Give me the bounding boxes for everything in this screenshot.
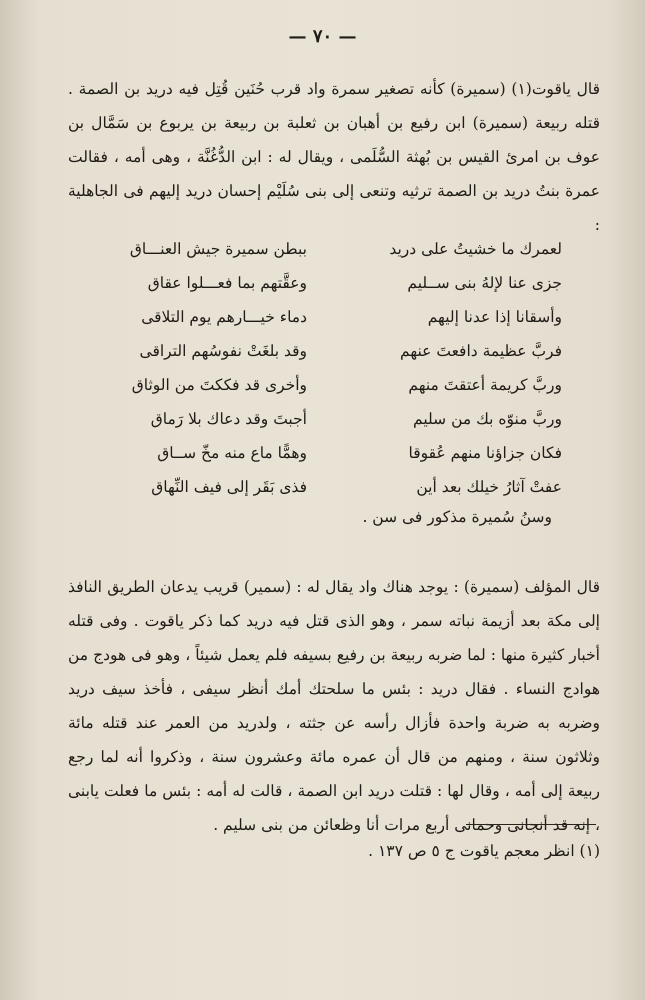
verse-second-hemistich: وعقَّتهم بما فعـــلوا عقاق: [147, 274, 307, 292]
verse-line: [82, 232, 562, 266]
verse-line: [82, 470, 562, 504]
paragraph-2: قال المؤلف (سميرة) : يوجد هناك واد يقال له : (سمير) قريب يدعان الطريق النافذ إلى مكة بعد أزيمة نباته سمر ، وهو الذى قتل فيه دريد كما ذكر ياقوت . وفى قتله أخبار كثيرة منها : لما ضربه ربيعة بن رفيع بسيفه فلم يعمل شيئاً ، وهو فى هودج من هوادج النساء . فقال دريد : بئس ما سلحتك أمك أنظر سيفى ، فأخذ سيف دريد وضربه به ضربة واحدة فأزال رأسه عن جثته ، ولدريد من العمر عند قتله مائة وثلاثون سنة ، ومنهم من قال أن عمره مائة وعشرون سنة ، وذكروا أنه لما رجع ربيعة إلى أمه ، وقال لها : قتلت دريد ابن الصمة ، قالت له أمه : بئس ما فعلت يابنى ، إنه قد أنجانى وحمانى أربع مرات أنا وظعائن من بنى سليم .: [68, 578, 600, 834]
closing-line: وسنُ سُميرة مذكور فى سن .: [362, 508, 552, 526]
verse-line: [82, 402, 562, 436]
verse-line: [82, 368, 562, 402]
page-number: — ٧٠ —: [288, 26, 357, 47]
verse-first-hemistich: عفتْ آثارُ خيلك بعد أين: [416, 478, 562, 496]
verse-second-hemistich: وقد بلغَتْ نفوسُهم التراقى: [139, 342, 307, 360]
verse-second-hemistich: أجبتَ وقد دعاك بلا رَماق: [150, 410, 307, 428]
footnote: (١) انظر معجم ياقوت ج ٥ ص ١٣٧ .: [368, 842, 600, 860]
footnote-divider: [466, 824, 596, 825]
paragraph-1: قال ياقوت(١) (سميرة) كأنه تصغير سمرة واد قرب حُنَين قُتِل فيه دريد بن الصمة . قتله ربيعة (سميرة) ابن رفيع بن أهبان بن ثعلبة بن ربيعة بن يربوع بن سَمَّال بن عوف بن امرئ القيس بن بُهثة السُّلَمى ، ويقال له : ابن الدُّغُنَّة ، وهى أمه ، فقالت عمرة بنتُ دريد بن الصمة ترثيه وتنعى إلى بنى سُلَيْم إحسان دريد إليهم فى الجاهلية :: [68, 80, 601, 234]
verse-line: [82, 266, 562, 300]
verse-line: [82, 436, 562, 470]
verse-first-hemistich: فكان جزاؤنا منهم عُقوقا: [408, 444, 562, 462]
verse-second-hemistich: وهمًّا ماع منه مخّ ســاق: [157, 444, 307, 462]
verse-first-hemistich: وربَّ كريمة أعتقتَ منهم: [408, 376, 562, 394]
poem-verses: [82, 232, 562, 504]
verse-line: [82, 300, 562, 334]
verse-first-hemistich: فربَّ عظيمة دافعتَ عنهم: [400, 342, 562, 360]
verse-second-hemistich: ببطن سميرة جيش العنـــاق: [129, 240, 307, 258]
verse-first-hemistich: وربَّ منوّه بك من سليم: [413, 410, 562, 428]
verse-first-hemistich: جزى عنا لإلهُ بنى ســليم: [407, 274, 562, 292]
verse-second-hemistich: فذى بَقَر إلى فيف النِّهاق: [151, 478, 307, 496]
verse-first-hemistich: لعمرك ما خشيتُ على دريد: [389, 240, 562, 258]
verse-second-hemistich: وأخرى قد فككتَ من الوثاق: [131, 376, 307, 394]
verse-line: [82, 334, 562, 368]
verse-first-hemistich: وأسقانا إذا عدنا إليهم: [427, 308, 562, 326]
verse-second-hemistich: دماء خيـــارهم يوم التلاقى: [141, 308, 307, 326]
